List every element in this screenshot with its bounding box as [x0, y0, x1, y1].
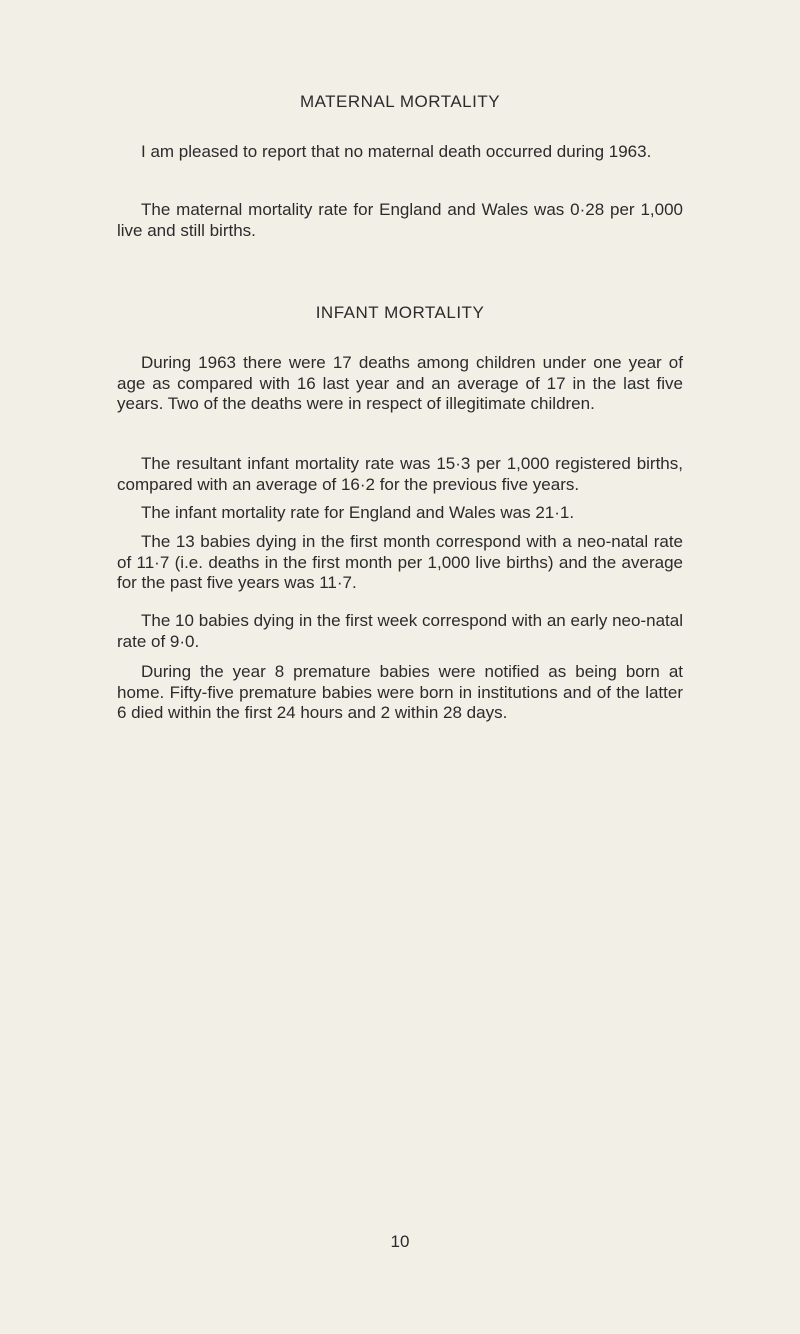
infant-paragraph-1: During 1963 there were 17 deaths among children under one year of age as compared with 16 last year and an average of 17 in the last five years. Two of the deaths were in respect of illegitimate children.: [117, 353, 683, 413]
infant-paragraph-6: During the year 8 premature babies were notified as being born at home. Fifty-five premature babies were born in institutions and of the latter 6 died within the first 24 hours and 2 within 28 days.: [117, 662, 683, 722]
maternal-paragraph-1: I am pleased to report that no maternal death occurred during 1963.: [141, 142, 652, 161]
infant-paragraph-4: The 13 babies dying in the first month correspond with a neo-natal rate of 11·7 (i.e. deaths in the first month per 1,000 live births) and the average for the past five years was 11·7.: [117, 532, 683, 592]
infant-paragraph-3: The infant mortality rate for England and Wales was 21·1.: [141, 503, 575, 522]
infant-mortality-heading: INFANT MORTALITY: [315, 303, 485, 322]
infant-paragraph-2: The resultant infant mortality rate was 15·3 per 1,000 registered births, compared with an average of 16·2 for the previous five years.: [117, 454, 683, 494]
page-number: 10: [390, 1232, 410, 1251]
infant-paragraph-5: The 10 babies dying in the first week correspond with an early neo-natal rate of 9·0.: [117, 611, 683, 651]
maternal-mortality-heading: MATERNAL MORTALITY: [299, 92, 501, 111]
maternal-paragraph-2: The maternal mortality rate for England and Wales was 0·28 per 1,000 live and still births.: [117, 200, 683, 240]
